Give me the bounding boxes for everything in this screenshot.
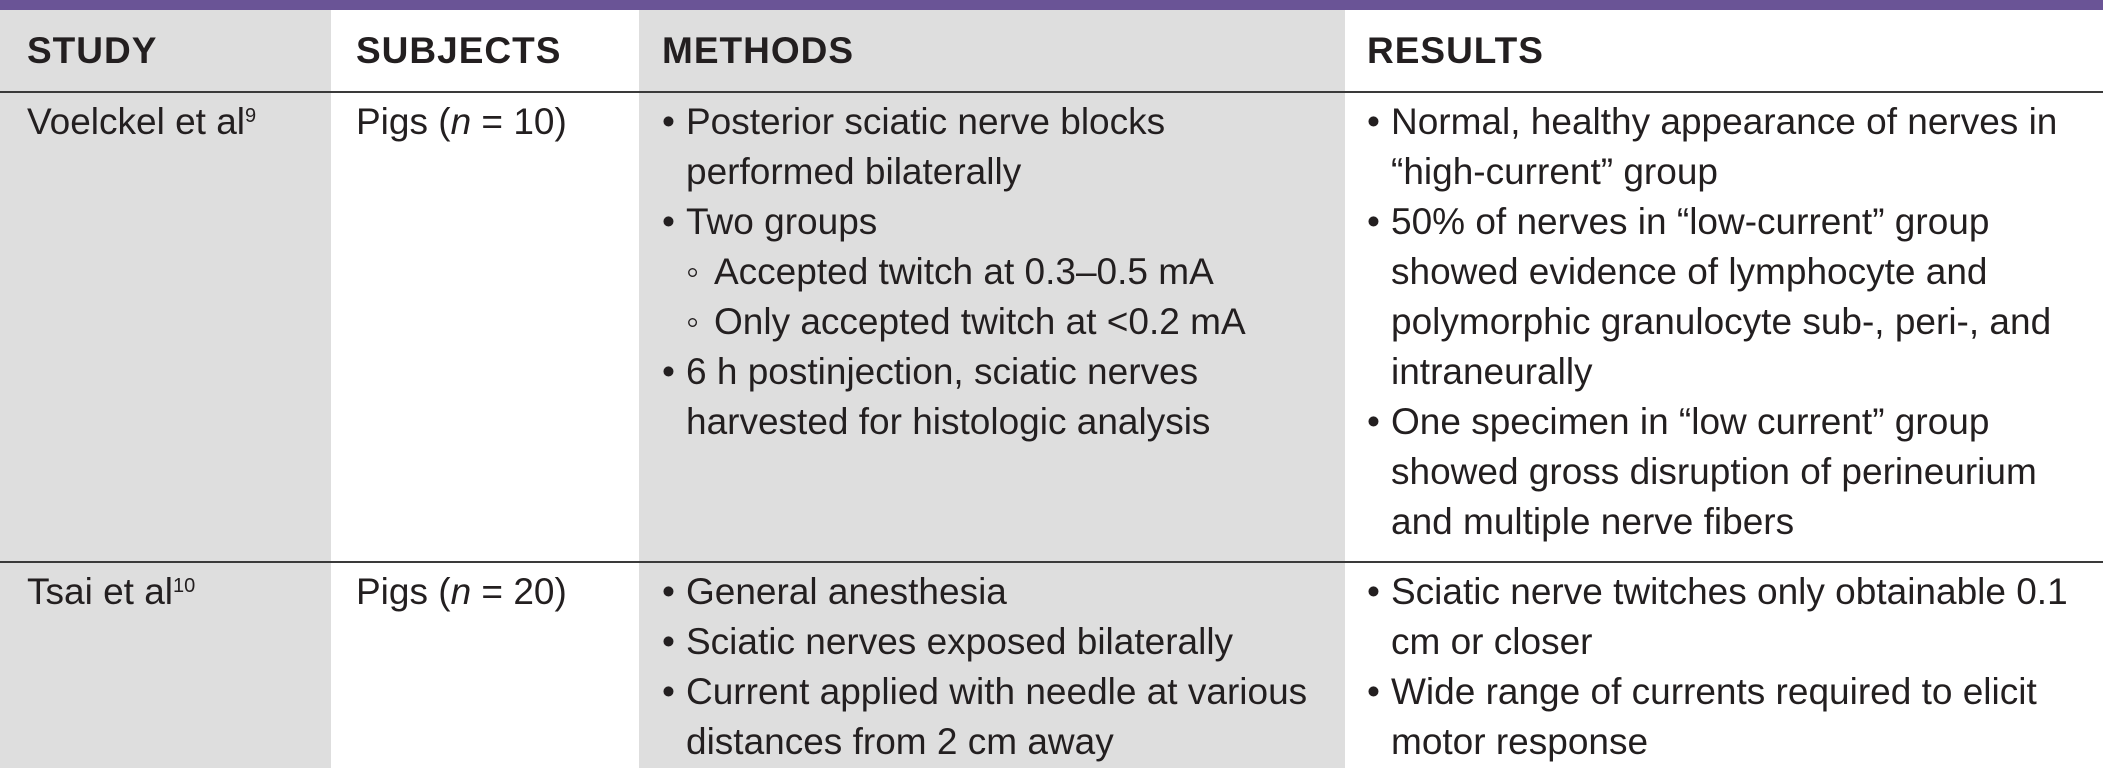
reference-number: 9 — [245, 105, 257, 127]
row-divider — [0, 561, 2103, 563]
list-item: • 50% of nerves in “low-current” group showed evidence of lymphocyte and polymorphic granulocyte sub-, peri-, and intraneurally — [1367, 197, 2097, 397]
list-item: • Sciatic nerve twitches only obtainable 0.1 cm or closer — [1367, 567, 2097, 667]
header-subjects: SUBJECTS — [356, 30, 562, 71]
table-row-2-study — [27, 567, 327, 617]
header-divider — [0, 91, 2103, 93]
study-name: Voelckel et al — [27, 101, 246, 142]
list-item: • General anesthesia — [662, 567, 1342, 617]
study-name: Tsai et al — [27, 571, 174, 612]
list-item: • Wide range of currents required to elicit motor response — [1367, 667, 2097, 767]
list-item: • 6 h postinjection, sciatic nerves harvested for histologic analysis — [662, 347, 1342, 447]
list-item: • Normal, healthy appearance of nerves in “high-current” group — [1367, 97, 2097, 197]
list-item: • Sciatic nerves exposed bilaterally — [662, 617, 1342, 667]
list-item: • One specimen in “low current” group showed gross disruption of perineurium and multiple nerve fibers — [1367, 397, 2097, 547]
list-item: • Current applied with needle at various distances from 2 cm away — [662, 667, 1342, 767]
top-accent-bar — [0, 0, 2103, 10]
table-row-1-subjects: Pigs (n = 10) — [356, 101, 567, 142]
table-row-2-results — [1367, 567, 2097, 767]
table-row-2-methods — [662, 567, 1342, 767]
list-item: • Posterior sciatic nerve blocks performed bilaterally — [662, 97, 1342, 197]
header-methods: METHODS — [662, 30, 854, 71]
sub-list-item: ◦ Only accepted twitch at <0.2 mA — [686, 297, 1342, 347]
header-results: RESULTS — [1367, 30, 1544, 71]
table-row-1-methods — [662, 97, 1342, 447]
table-row-1-study — [27, 97, 327, 147]
list-item: • Two groups ◦ Accepted twitch at 0.3–0.5 mA ◦ Only accepted twitch at <0.2 mA — [662, 197, 1342, 347]
sub-list-item: ◦ Accepted twitch at 0.3–0.5 mA — [686, 247, 1342, 297]
reference-number: 10 — [173, 575, 196, 597]
table-row-2-subjects: Pigs (n = 20) — [356, 571, 567, 612]
header-study: STUDY — [27, 30, 158, 71]
table-row-1-results — [1367, 97, 2097, 547]
